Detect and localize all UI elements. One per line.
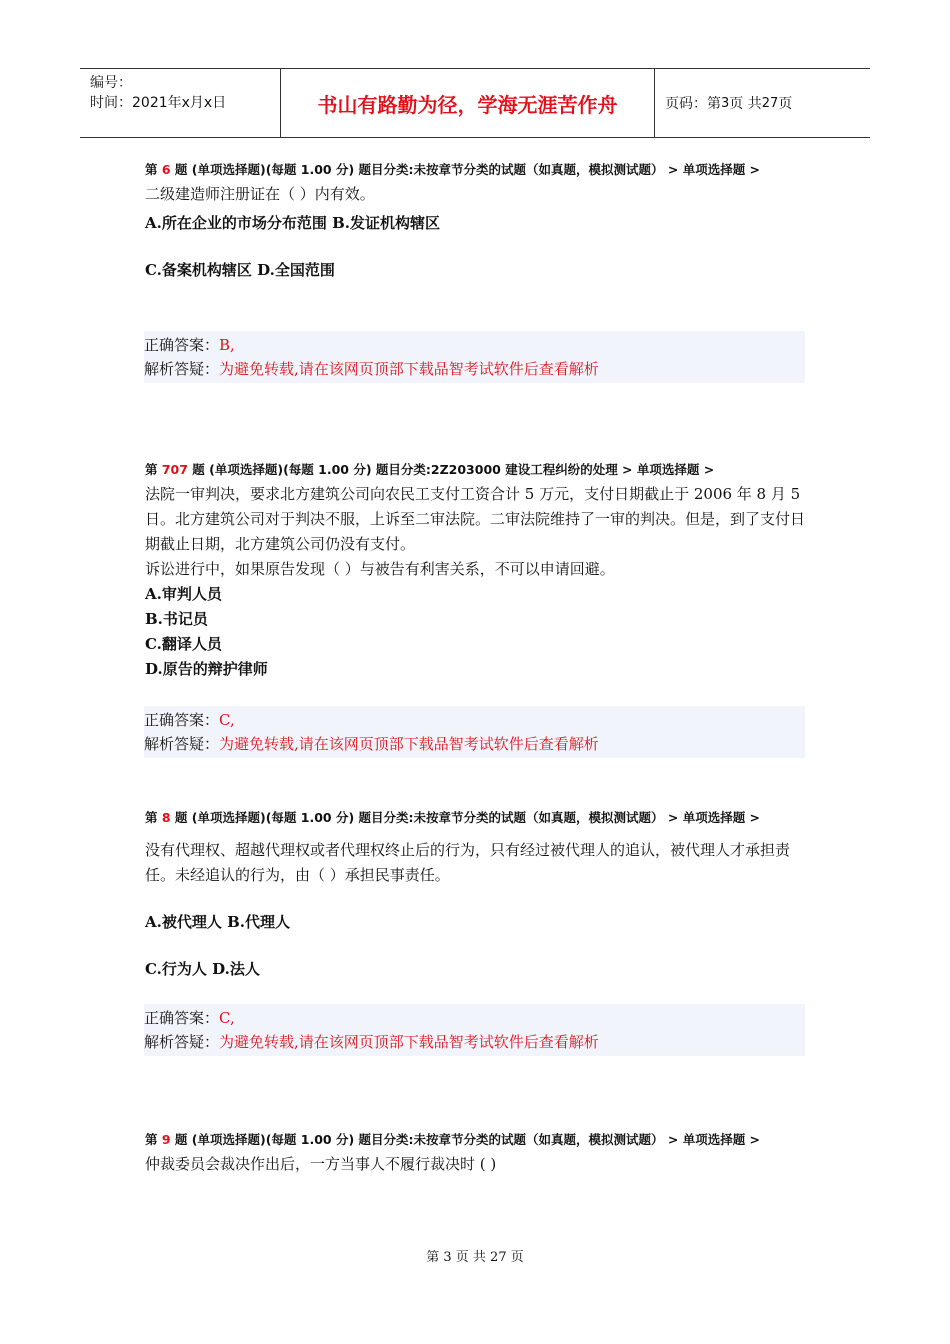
question-number: 9 [161,1132,171,1147]
question-stem: 仲裁委员会裁决作出后，一方当事人不履行裁决时 ( ) [145,1155,497,1173]
question-block [145,458,805,758]
question-header: 第 6 题 (单项选择题)(每题 1.00 分) 题目分类:未按章节分类的试题（如真题，模拟测试题） > 单项选择题 > [145,162,761,177]
question-block [145,1128,805,1177]
analysis-text: 为避免转载,请在该网页顶部下载品智考试软件后查看解析 [219,1033,599,1051]
question-stem: 诉讼进行中，如果原告发现（ ）与被告有利害关系，不可以申请回避。 [145,560,615,578]
option-line: D.原告的辩护律师 [145,660,268,678]
question-header: 第 9 题 (单项选择题)(每题 1.00 分) 题目分类:未按章节分类的试题（如真题，模拟测试题） > 单项选择题 > [145,1132,761,1147]
option-line: B.书记员 [145,610,208,628]
question-stem: 二级建造师注册证在（ ）内有效。 [145,185,375,203]
header-motto: 书山有路勤为径，学海无涯苦作舟 [281,69,655,137]
option-line: A.被代理人 B.代理人 [145,913,290,931]
answer-box: 正确答案：C, 解析答疑：为避免转载,请在该网页顶部下载品智考试软件后查看解析 [144,1004,805,1056]
page-header [80,68,870,138]
question-header: 第 8 题 (单项选择题)(每题 1.00 分) 题目分类:未按章节分类的试题（如真题，模拟测试题） > 单项选择题 > [145,810,761,825]
answer-box: 正确答案：B, 解析答疑：为避免转载,请在该网页顶部下载品智考试软件后查看解析 [144,331,805,383]
analysis-text: 为避免转载,请在该网页顶部下载品智考试软件后查看解析 [219,735,599,753]
time-label: 时间：2021年x月x日 [90,95,227,111]
question-block [145,158,805,383]
header-page-info [655,69,870,137]
correct-answer: B, [219,336,235,354]
page-suffix: 页 [778,96,793,112]
page-prefix: 页码：第 [665,96,721,112]
page-number: 3 [721,95,730,111]
code-label: 编号： [90,75,132,91]
option-line: A.审判人员 [145,585,222,603]
analysis-text: 为避免转载,请在该网页顶部下载品智考试软件后查看解析 [219,360,599,378]
header-meta [80,69,281,137]
option-line: C.行为人 D.法人 [145,960,260,978]
option-line: C.翻译人员 [145,635,222,653]
page-footer: 第 3 页 共 27 页 [426,1250,524,1265]
option-line: C.备案机构辖区 D.全国范围 [145,261,335,279]
correct-answer: C, [219,711,235,729]
question-number: 707 [161,462,188,477]
question-stem: 法院一审判决，要求北方建筑公司向农民工支付工资合计 5 万元，支付日期截止于 2006 年 8 月 5 日。北方建筑公司对于判决不服，上诉至二审法院。二审法院维持了一审的判决。但是，到了支付日期截止日期，北方建筑公司仍没有支付。 [145,485,806,553]
question-number: 6 [161,162,171,177]
question-block [145,806,805,1056]
correct-answer: C, [219,1009,235,1027]
question-stem: 没有代理权、超越代理权或者代理权终止后的行为，只有经过被代理人的追认，被代理人才承担责任。未经追认的行为，由（ ）承担民事责任。 [145,841,791,884]
option-line: A.所在企业的市场分布范围 B.发证机构辖区 [145,214,440,232]
answer-box: 正确答案：C, 解析答疑：为避免转载,请在该网页顶部下载品智考试软件后查看解析 [144,706,805,758]
page-mid: 页 共 [729,96,762,112]
question-number: 8 [161,810,171,825]
page-total: 27 [761,95,779,111]
question-header: 第 707 题 (单项选择题)(每题 1.00 分) 题目分类:2Z203000 建设工程纠纷的处理 > 单项选择题 > [145,462,715,477]
